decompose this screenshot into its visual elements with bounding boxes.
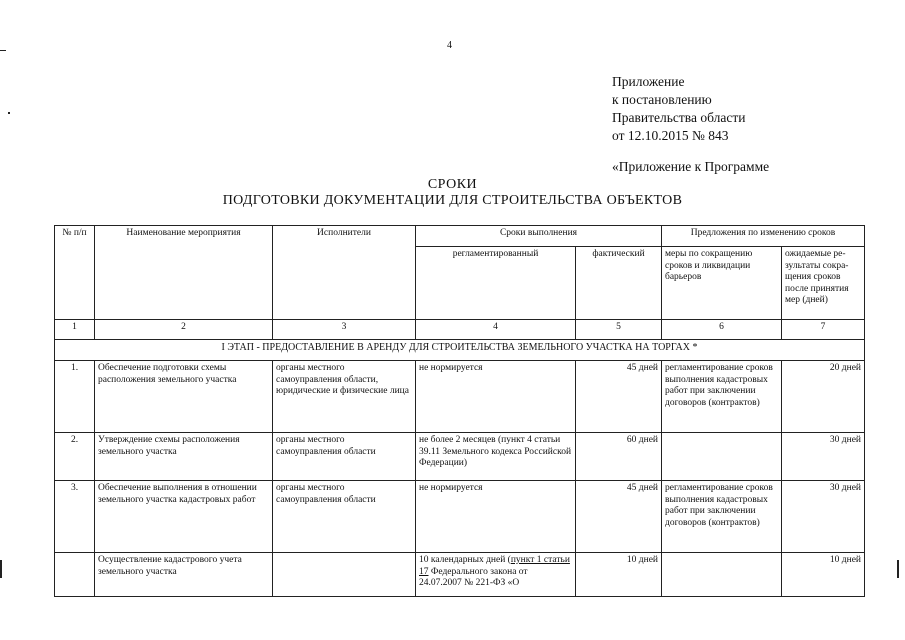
header-num: № п/п — [55, 226, 95, 320]
document-title: СРОКИ — [427, 177, 478, 192]
header-actual: фактический — [576, 247, 662, 320]
row-regulated: не более 2 месяцев (пункт 4 статьи 39.11 Земельного кодекса Российской Федерации) — [416, 433, 576, 481]
row-executors: органы местного самоуправления области, юридические и физические лица — [273, 361, 416, 433]
table-row — [55, 361, 865, 433]
header-regulated: регламентированный — [416, 247, 576, 320]
appendix-line-1: Приложение — [612, 74, 685, 89]
row-actual: 45 дней — [576, 481, 662, 553]
row-regulated: не нормируется — [416, 481, 576, 553]
row-name: Утверждение схемы расположения земельного участка — [95, 433, 273, 481]
row-expected: 30 дней — [782, 433, 865, 481]
appendix-block — [612, 73, 745, 145]
row-num: 1. — [55, 361, 95, 433]
appendix-line-2: к постановлению — [612, 92, 712, 107]
appendix-line-4: от 12.10.2015 № 843 — [612, 128, 729, 143]
scan-mark — [0, 560, 2, 578]
header-terms: Сроки выполнения — [416, 226, 662, 247]
row-measures — [662, 433, 782, 481]
row-regulated — [416, 553, 576, 597]
row-num: 3. — [55, 481, 95, 553]
col-number-3: 3 — [273, 320, 416, 340]
stage-row — [55, 340, 865, 361]
row-actual: 10 дней — [576, 553, 662, 597]
appendix-program: «Приложение к Программе — [612, 159, 770, 174]
row-name: Осуществление кадастрового учета земельного участка — [95, 553, 273, 597]
row-executors — [273, 553, 416, 597]
law-link[interactable]: пункт 1 статьи 17 — [419, 555, 570, 577]
regulated-text-post: Федерального закона от 24.07.2007 № 221-ФЗ «О — [419, 566, 528, 588]
deadlines-table — [54, 225, 865, 597]
scan-mark — [8, 112, 10, 114]
header-expected: ожидаемые ре-зультаты сокра-щения сроков после принятия мер (дней) — [782, 247, 865, 320]
appendix-line-3: Правительства области — [612, 110, 746, 125]
row-regulated: не нормируется — [416, 361, 576, 433]
header-row-1 — [55, 226, 865, 247]
col-number-7: 7 — [782, 320, 865, 340]
col-number-4: 4 — [416, 320, 576, 340]
scan-mark — [0, 50, 6, 51]
row-num — [55, 553, 95, 597]
col-number-5: 5 — [576, 320, 662, 340]
document-subtitle: ПОДГОТОВКИ ДОКУМЕНТАЦИИ ДЛЯ СТРОИТЕЛЬСТВА ОБЪЕКТОВ — [222, 193, 683, 208]
row-name: Обеспечение выполнения в отношении земельного участка кадастровых работ — [95, 481, 273, 553]
row-expected: 30 дней — [782, 481, 865, 553]
header-executors: Исполнители — [273, 226, 416, 320]
header-name: Наименование мероприятия — [95, 226, 273, 320]
col-number-1: 1 — [55, 320, 95, 340]
header-proposals: Предложения по изменению сроков — [662, 226, 865, 247]
row-executors: органы местного самоуправления области — [273, 481, 416, 553]
row-actual: 45 дней — [576, 361, 662, 433]
header-measures: меры по сокращению сроков и ликвидации барьеров — [662, 247, 782, 320]
stage-title: I ЭТАП - ПРЕДОСТАВЛЕНИЕ В АРЕНДУ ДЛЯ СТРОИТЕЛЬСТВА ЗЕМЕЛЬНОГО УЧАСТКА НА ТОРГАХ * — [55, 340, 865, 361]
page-number: 4 — [447, 40, 452, 51]
row-actual: 60 дней — [576, 433, 662, 481]
row-measures: регламентирование сроков выполнения кадастровых работ при заключении договоров (контрактов) — [662, 481, 782, 553]
row-executors: органы местного самоуправления области — [273, 433, 416, 481]
row-expected: 20 дней — [782, 361, 865, 433]
regulated-text-pre: 10 календарных дней ( — [419, 555, 511, 565]
row-expected: 10 дней — [782, 553, 865, 597]
scan-mark — [897, 560, 899, 578]
table-row — [55, 481, 865, 553]
col-number-6: 6 — [662, 320, 782, 340]
row-num: 2. — [55, 433, 95, 481]
row-name: Обеспечение подготовки схемы расположения земельного участка — [95, 361, 273, 433]
col-number-2: 2 — [95, 320, 273, 340]
table-row — [55, 433, 865, 481]
column-number-row — [55, 320, 865, 340]
row-measures — [662, 553, 782, 597]
table-row — [55, 553, 865, 597]
row-measures: регламентирование сроков выполнения кадастровых работ при заключении договоров (контрактов) — [662, 361, 782, 433]
